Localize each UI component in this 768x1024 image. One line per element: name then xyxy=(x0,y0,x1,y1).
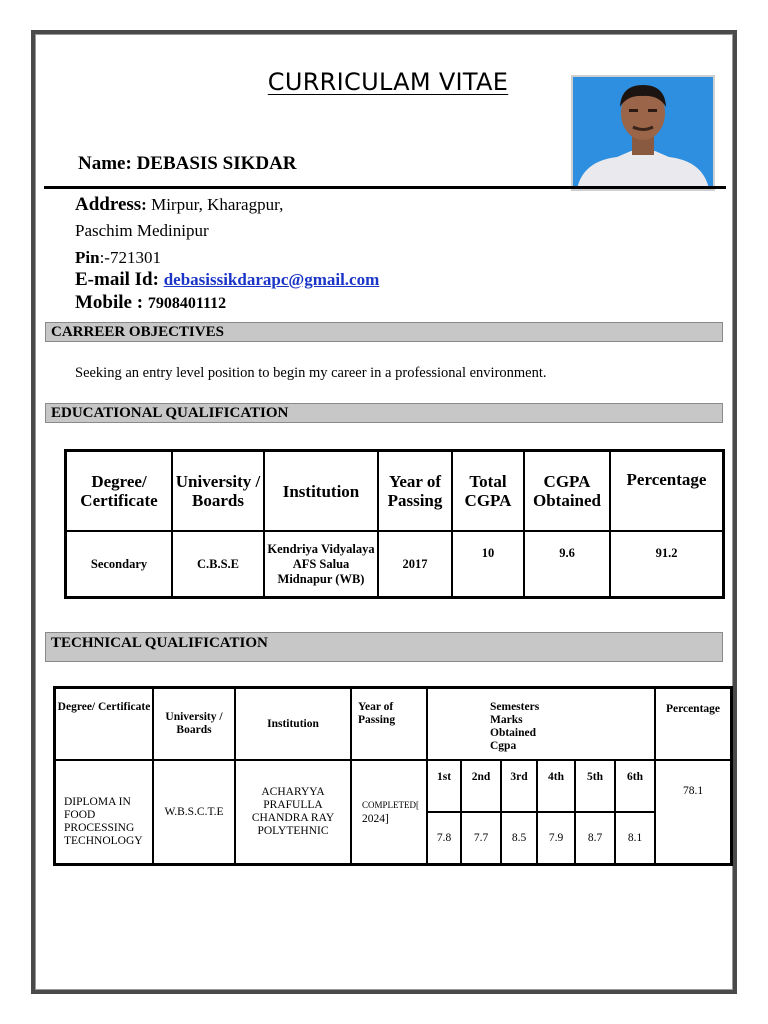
email-line: E-mail Id: debasissikdarapc@gmail.com xyxy=(75,269,380,290)
semester-value-4: 7.9 xyxy=(537,812,575,864)
edu-cell-percentage: 91.2 xyxy=(610,531,723,597)
email-link[interactable]: debasissikdarapc@gmail.com xyxy=(163,270,380,289)
edu-header-percentage: Percentage xyxy=(610,451,723,531)
technical-table xyxy=(53,686,733,866)
pin-code: Pin:-721301 xyxy=(75,248,161,267)
page-title: CURRICULAM VITAE xyxy=(267,68,509,96)
semester-label-6: 6th xyxy=(615,760,655,812)
candidate-name: Name: DEBASIS SIKDAR xyxy=(78,153,297,174)
tech-cell-board: W.B.S.C.T.E xyxy=(153,760,235,864)
edu-header-degree: Degree/ Certificate xyxy=(66,451,172,531)
edu-header-institution: Institution xyxy=(264,451,378,531)
tech-header-institution: Institution xyxy=(235,688,351,760)
section-educational-qualification: EDUCATIONAL QUALIFICATION xyxy=(45,403,723,423)
tech-cell-year: COMPLETED[ 2024] xyxy=(351,760,427,864)
tech-header-year: Year of Passing xyxy=(351,688,427,760)
semester-label-4: 4th xyxy=(537,760,575,812)
edu-cell-year: 2017 xyxy=(378,531,452,597)
table-row xyxy=(66,531,723,597)
edu-cell-degree: Secondary xyxy=(66,531,172,597)
edu-header-total-cgpa: Total CGPA xyxy=(452,451,524,531)
tech-cell-degree: DIPLOMA IN FOOD PROCESSING TECHNOLOGY xyxy=(55,760,153,864)
tech-header-degree: Degree/ Certificate xyxy=(55,688,153,760)
tech-cell-institution: ACHARYYA PRAFULLA CHANDRA RAY POLYTEHNIC xyxy=(235,760,351,864)
section-career-objectives: CARREER OBJECTIVES xyxy=(45,322,723,342)
tech-header-semesters: Semesters Marks Obtained Cgpa xyxy=(427,688,655,760)
semester-label-5: 5th xyxy=(575,760,615,812)
semester-label-2: 2nd xyxy=(461,760,501,812)
edu-cell-total: 10 xyxy=(452,531,524,597)
edu-cell-institution: Kendriya Vidyalaya AFS Salua Midnapur (WB) xyxy=(264,531,378,597)
semester-value-5: 8.7 xyxy=(575,812,615,864)
edu-header-year: Year of Passing xyxy=(378,451,452,531)
page-frame xyxy=(31,30,737,994)
tech-cell-percentage: 78.1 xyxy=(655,760,731,864)
semester-label-1: 1st xyxy=(427,760,461,812)
education-header-row xyxy=(66,451,723,531)
profile-photo xyxy=(571,75,715,191)
semester-value-3: 8.5 xyxy=(501,812,537,864)
semester-value-6: 8.1 xyxy=(615,812,655,864)
semester-value-1: 7.8 xyxy=(427,812,461,864)
profile-photo-image xyxy=(573,77,713,189)
objective-text: Seeking an entry level position to begin my career in a professional environment. xyxy=(75,365,547,381)
technical-header-row xyxy=(55,688,731,760)
education-table xyxy=(64,449,725,599)
tech-header-university: University / Boards xyxy=(153,688,235,760)
section-technical-qualification: TECHNICAL QUALIFICATION xyxy=(45,632,723,662)
edu-header-university: University / Boards xyxy=(172,451,264,531)
tech-header-percentage: Percentage xyxy=(655,688,731,760)
semester-label-3: 3rd xyxy=(501,760,537,812)
address-line-1: Address: Mirpur, Kharagpur, xyxy=(75,194,284,215)
address-line-2: Paschim Medinipur xyxy=(75,221,209,240)
edu-cell-board: C.B.S.E xyxy=(172,531,264,597)
edu-cell-cgpa: 9.6 xyxy=(524,531,610,597)
header-divider xyxy=(44,186,726,189)
edu-header-cgpa-obtained: CGPA Obtained xyxy=(524,451,610,531)
mobile-line: Mobile : 7908401112 xyxy=(75,292,227,313)
semester-value-2: 7.7 xyxy=(461,812,501,864)
table-row xyxy=(55,760,731,812)
